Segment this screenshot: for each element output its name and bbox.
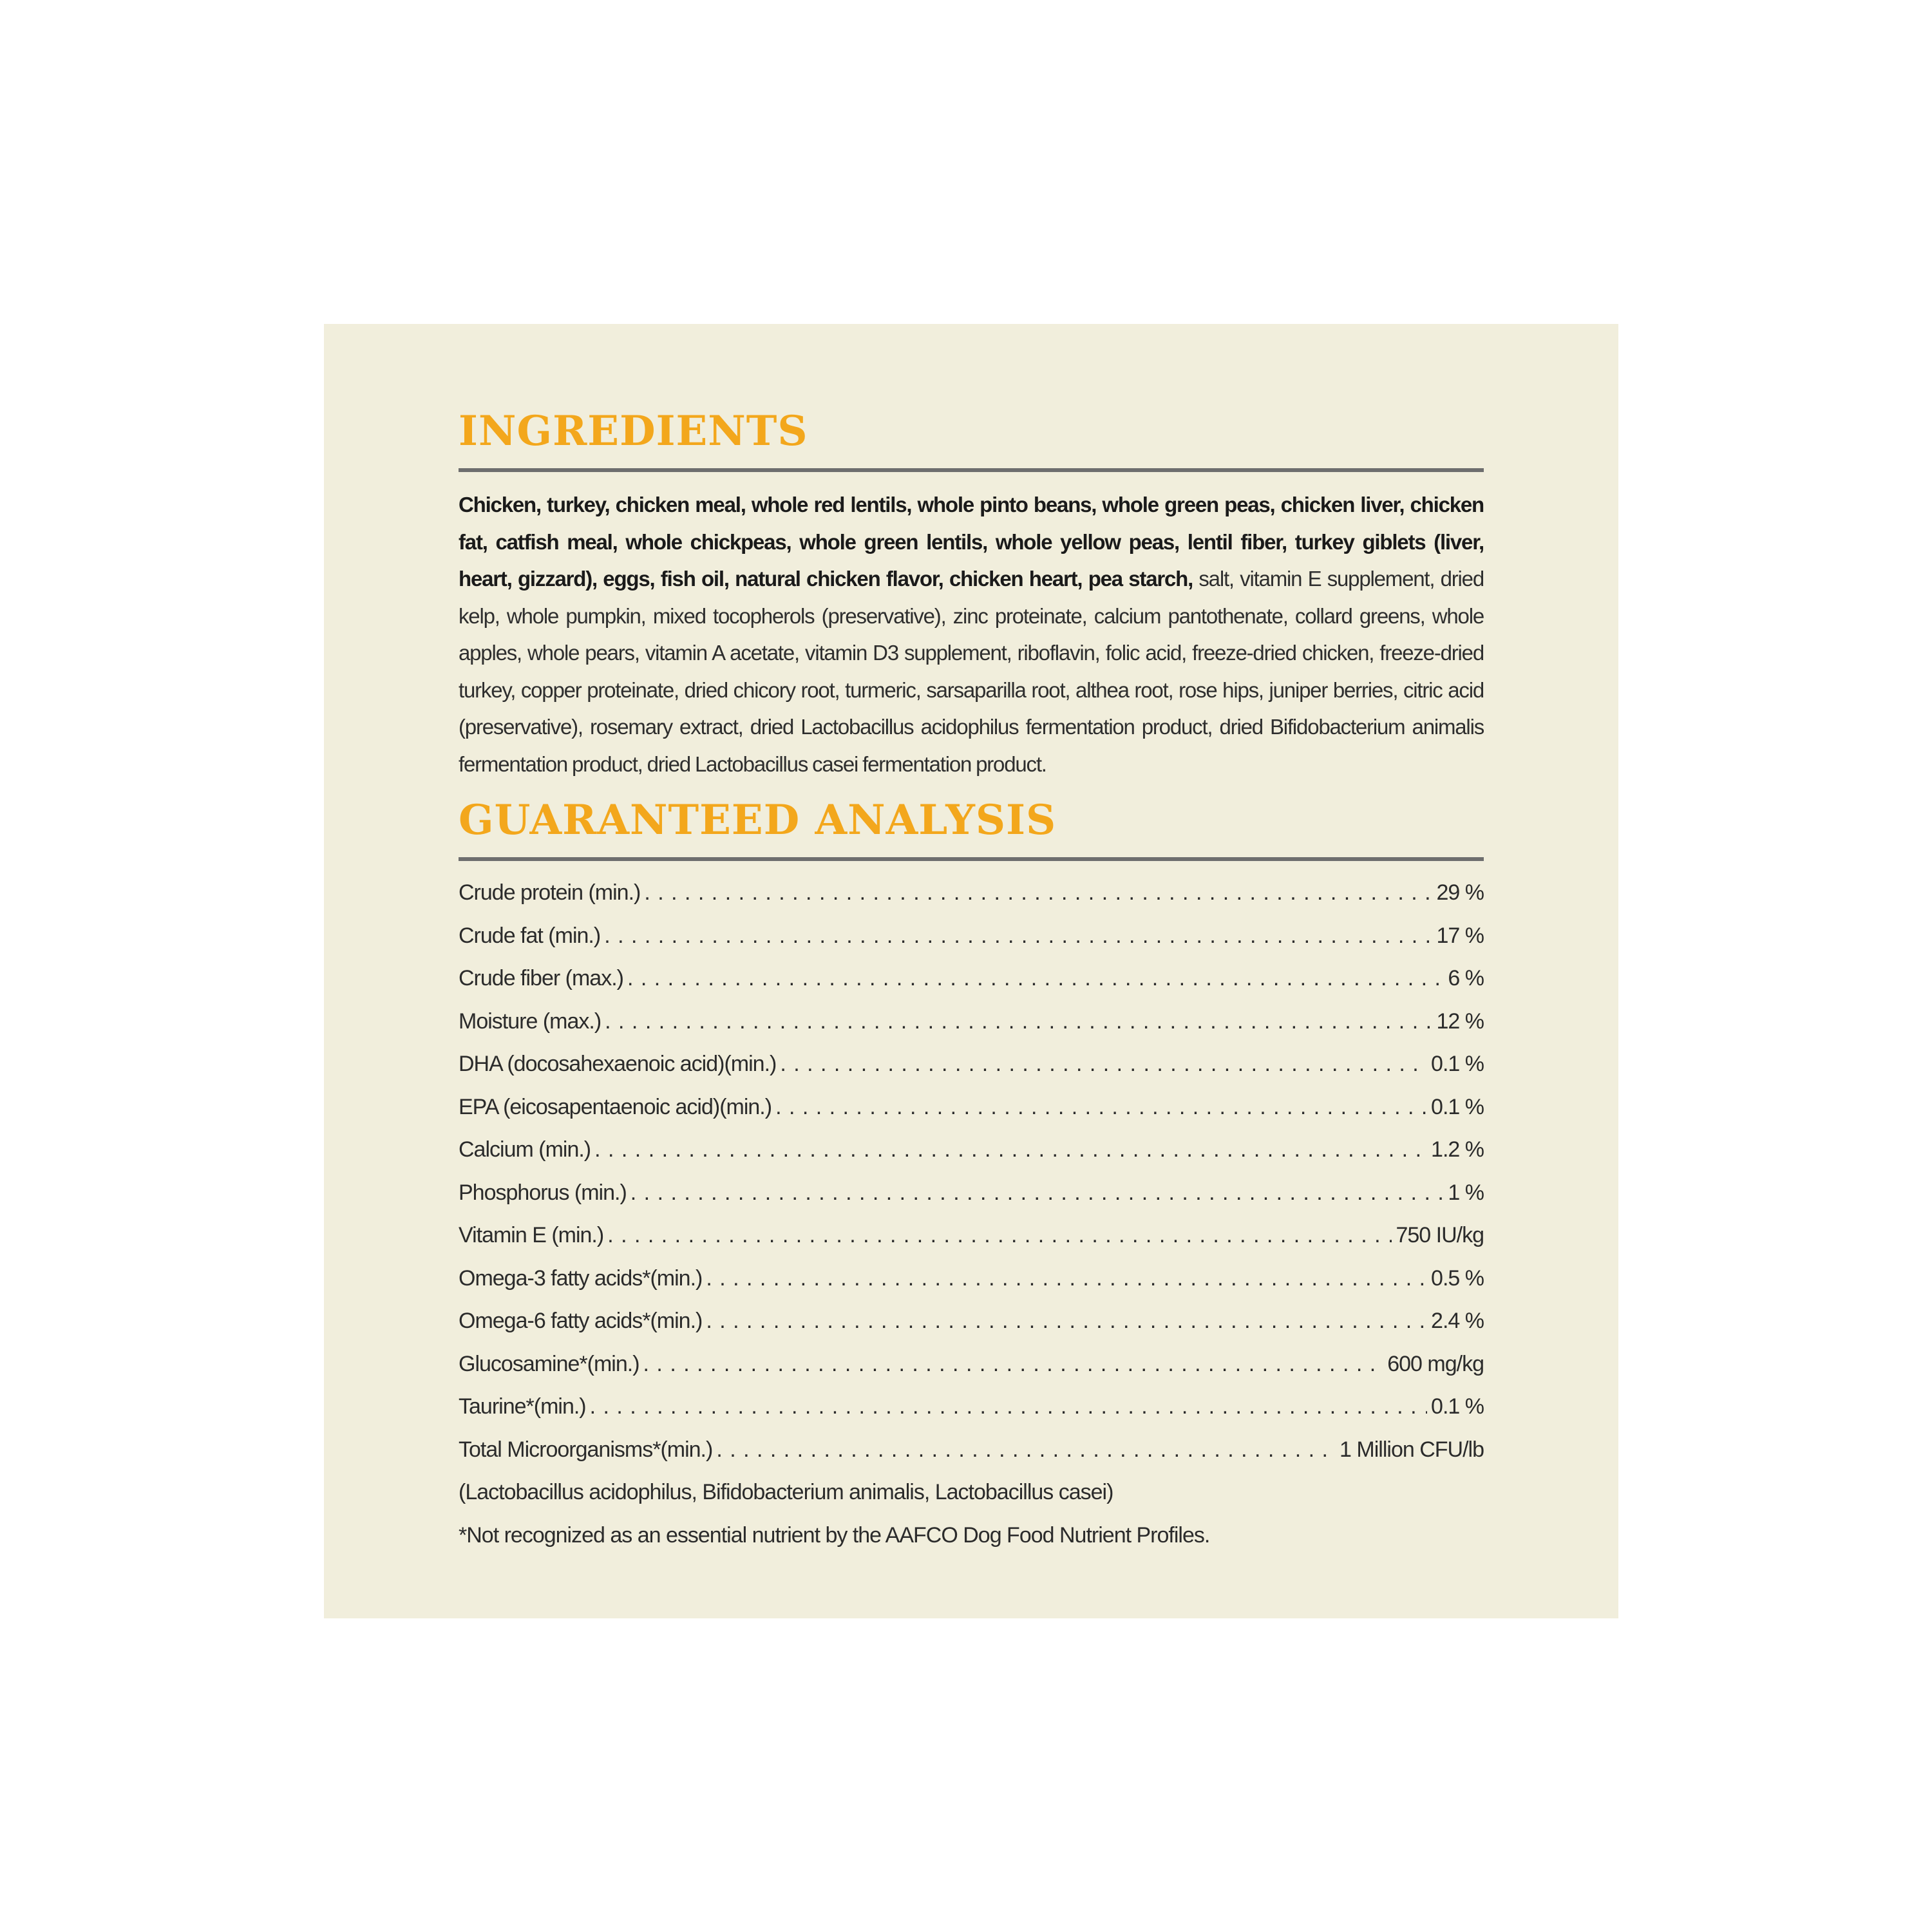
analysis-row (459, 1086, 1484, 1129)
dot-leader (706, 1257, 1427, 1300)
analysis-row-label: Moisture (max.) (459, 1009, 601, 1034)
dot-leader (630, 1171, 1444, 1215)
analysis-row-value: 0.1 % (1431, 1394, 1484, 1419)
ingredients-heading: INGREDIENTS (459, 407, 808, 455)
dot-leader (627, 957, 1444, 1000)
dot-leader (706, 1300, 1427, 1343)
analysis-row-value: 750 IU/kg (1396, 1223, 1484, 1247)
aafco-footnote: *Not recognized as an essential nutrient by the AAFCO Dog Food Nutrient Profiles. (459, 1522, 1210, 1548)
analysis-row-label: Calcium (min.) (459, 1137, 591, 1162)
dot-leader (605, 1000, 1432, 1043)
dot-leader (775, 1086, 1427, 1129)
analysis-row (459, 1300, 1484, 1343)
analysis-list (459, 871, 1484, 1557)
analysis-row-label: Phosphorus (min.) (459, 1180, 627, 1205)
analysis-row-value: 1.2 % (1431, 1137, 1484, 1162)
analysis-row-value: 1 Million CFU/lb (1340, 1437, 1484, 1462)
analysis-row-label: EPA (eicosapentaenoic acid)(min.) (459, 1094, 772, 1119)
analysis-row-label: Crude protein (min.) (459, 880, 641, 905)
analysis-row (459, 957, 1484, 1000)
analysis-row-value: 12 % (1436, 1009, 1484, 1034)
analysis-row-label: Glucosamine*(min.) (459, 1351, 639, 1376)
dot-leader (607, 1214, 1392, 1257)
analysis-row-value: 0.1 % (1431, 1094, 1484, 1119)
analysis-row-label: Omega-6 fatty acids*(min.) (459, 1309, 703, 1333)
analysis-row-value: 0.1 % (1431, 1052, 1484, 1076)
microorganisms-note: (Lactobacillus acidophilus, Bifidobacterium animalis, Lactobacillus casei) (459, 1480, 1113, 1504)
analysis-row (459, 1257, 1484, 1300)
analysis-row-label: Taurine*(min.) (459, 1394, 586, 1419)
dot-leader (644, 871, 1432, 914)
dot-leader (643, 1343, 1384, 1386)
dot-leader (604, 914, 1432, 958)
analysis-row (459, 1214, 1484, 1257)
analysis-row (459, 871, 1484, 914)
analysis-row-value: 1 % (1448, 1180, 1484, 1205)
analysis-divider (459, 857, 1484, 861)
analysis-row (459, 1343, 1484, 1386)
analysis-row (459, 1171, 1484, 1215)
analysis-row-value: 17 % (1436, 923, 1484, 948)
analysis-heading: GUARANTEED ANALYSIS (459, 796, 1057, 844)
label-panel (324, 324, 1618, 1618)
ingredients-paragraph (459, 486, 1484, 782)
analysis-row-label: Crude fat (min.) (459, 923, 601, 948)
analysis-row (459, 1000, 1484, 1043)
analysis-row (459, 1385, 1484, 1428)
analysis-row-value: 2.4 % (1431, 1309, 1484, 1333)
analysis-row (459, 1043, 1484, 1086)
label-content (459, 408, 1484, 1557)
dot-leader (780, 1043, 1427, 1086)
ingredients-main-list: Chicken, turkey, chicken meal, whole red lentils, whole pinto beans, whole green peas, chicken liver, chicken fat, catfish meal, whole chickpeas, whole green lentils, whole yellow peas, lentil fiber, turkey giblets (liver, heart, gizzard), eggs, fish oil, natural chicken flavor, chicken heart, pea starch, (459, 493, 1484, 591)
analysis-row-label: DHA (docosahexaenoic acid)(min.) (459, 1052, 777, 1076)
analysis-row-value: 6 % (1448, 966, 1484, 990)
dot-leader (716, 1428, 1336, 1472)
analysis-row-label: Omega-3 fatty acids*(min.) (459, 1265, 703, 1291)
analysis-rows (459, 871, 1484, 1471)
analysis-row-label: Vitamin E (min.) (459, 1223, 604, 1247)
ingredients-supplement-list: salt, vitamin E supplement, dried kelp, whole pumpkin, mixed tocopherols (preservative), zinc proteinate, calcium pantothenate, collard greens, whole apples, whole pears, vitamin A acetate, vitamin D3 supplement, riboflavin, folic acid, freeze-dried chicken, freeze-dried turkey, copper proteinate, dried chicory root, turmeric, sarsaparilla root, althea root, rose hips, juniper berries, citric acid (preservative), rosemary extract, dried Lactobacillus acidophilus fermentation product, dried Bifidobacterium animalis fermentation product, dried Lactobacillus casei fermentation product. (459, 567, 1484, 776)
analysis-row-value: 29 % (1436, 880, 1484, 905)
analysis-row-value: 600 mg/kg (1387, 1351, 1484, 1376)
analysis-row (459, 914, 1484, 958)
analysis-row (459, 1128, 1484, 1171)
analysis-row-label: Crude fiber (max.) (459, 966, 623, 990)
dot-leader (590, 1385, 1427, 1428)
dot-leader (594, 1128, 1427, 1171)
ingredients-divider (459, 468, 1484, 472)
analysis-row-label: Total Microorganisms*(min.) (459, 1437, 713, 1462)
analysis-row (459, 1428, 1484, 1472)
analysis-row-value: 0.5 % (1431, 1265, 1484, 1291)
